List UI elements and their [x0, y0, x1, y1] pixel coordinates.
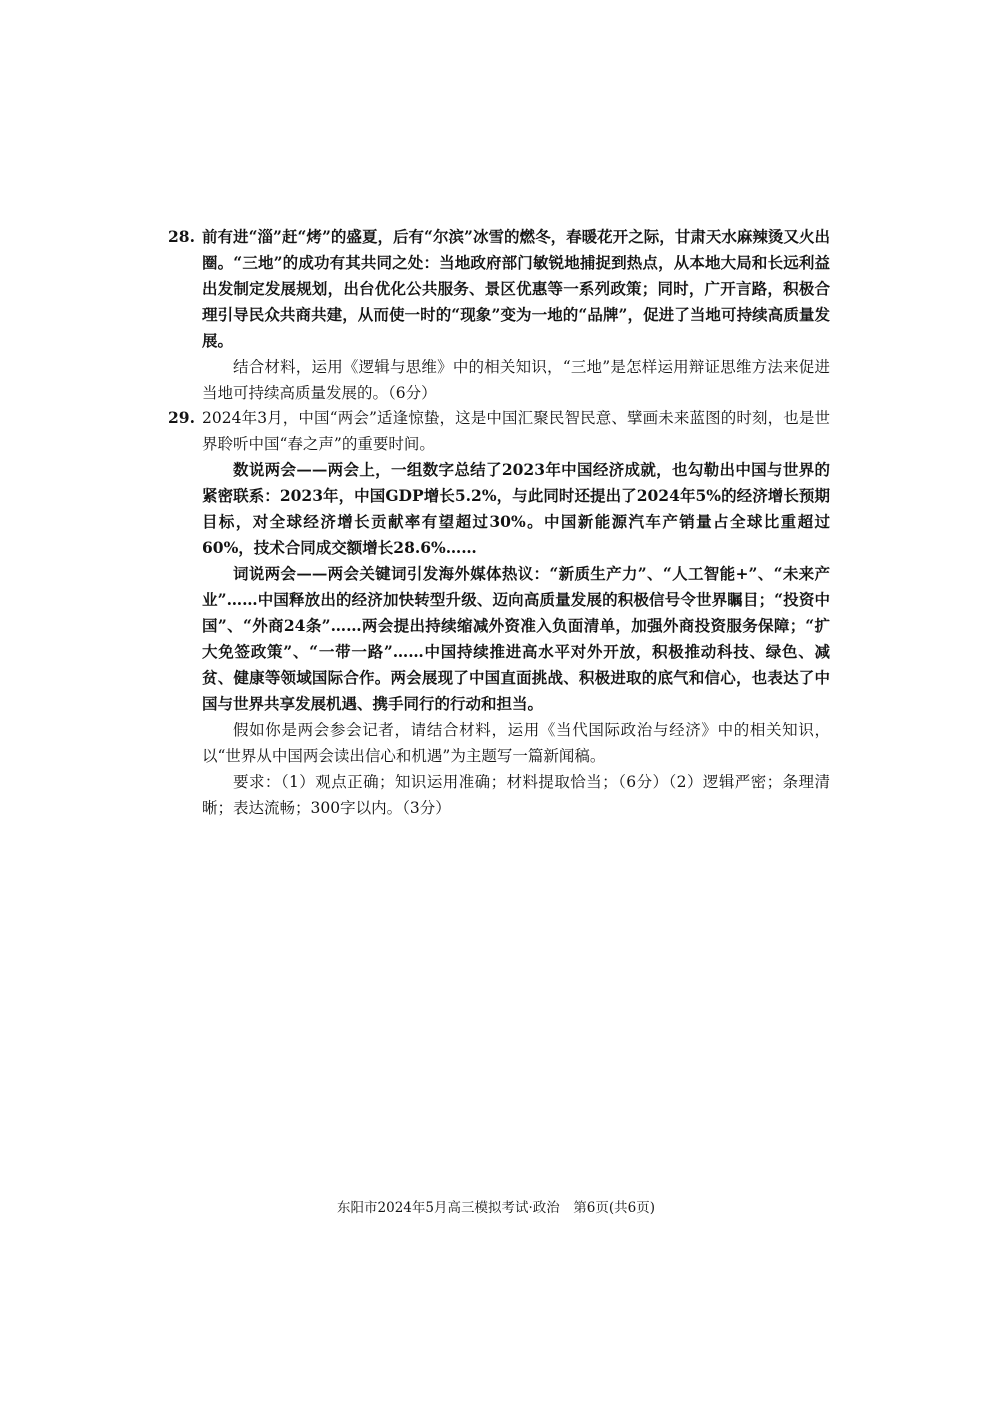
question-number: 28.	[168, 227, 195, 246]
material-paragraph-numbers: 数说两会——两会上，一组数字总结了2023年中国经济成就，也勾勒出中国与世界的紧密联系：2023年，中国GDP增长5.2%，与此同时还提出了2024年5%的经济增长预期目标，对全球经济增长贡献率有望超过30%。中国新能源汽车产销量占全球比重超过60%，技术合同成交额增长28.6%……	[202, 460, 830, 557]
question-body	[202, 224, 830, 406]
requirement-paragraph: 要求：（1）观点正确；知识运用准确；材料提取恰当；（6分）（2）逻辑严密；条理清晰；表达流畅；300字以内。（3分）	[202, 773, 830, 817]
question-prompt: 结合材料，运用《逻辑与思维》中的相关知识，“三地”是怎样运用辩证思维方法来促进当地可持续高质量发展的。（6分）	[202, 358, 830, 402]
material-paragraph: 前有进“淄”赶“烤”的盛夏，后有“尔滨”冰雪的燃冬，春暖花开之际，甘肃天水麻辣烫又火出圈。“三地”的成功有其共同之处：当地政府部门敏锐地捕捉到热点，从本地大局和长远利益出发制定发展规划，出台优化公共服务、景区优惠等一系列政策；同时，广开言路，积极合理引导民众共商共建，从而使一时的“现象”变为一地的“品牌”，促进了当地可持续高质量发展。	[202, 227, 830, 350]
task-paragraph: 假如你是两会参会记者，请结合材料，运用《当代国际政治与经济》中的相关知识，以“世界从中国两会读出信心和机遇”为主题写一篇新闻稿。	[202, 721, 830, 765]
intro-paragraph: 2024年3月，中国“两会”适逢惊蛰，这是中国汇聚民智民意、擘画未来蓝图的时刻，也是世界聆听中国“春之声”的重要时间。	[202, 409, 830, 453]
question-body	[202, 405, 830, 821]
question-29	[168, 405, 830, 821]
question-28	[168, 224, 830, 406]
material-paragraph-keywords: 词说两会——两会关键词引发海外媒体热议：“新质生产力”、“人工智能+”、“未来产业”……中国释放出的经济加快转型升级、迈向高质量发展的积极信号令世界瞩目；“投资中国”、“外商24条”……两会提出持续缩减外资准入负面清单，加强外商投资服务保障；“扩大免签政策”、“一带一路”……中国持续推进高水平对外开放，积极推动科技、绿色、减贫、健康等领域国际合作。两会展现了中国直面挑战、积极进取的底气和信心，也表达了中国与世界共享发展机遇、携手同行的行动和担当。	[202, 564, 830, 713]
page-footer: 东阳市2024年5月高三模拟考试·政治 第6页(共6页)	[337, 1200, 655, 1216]
question-number: 29.	[168, 408, 195, 427]
